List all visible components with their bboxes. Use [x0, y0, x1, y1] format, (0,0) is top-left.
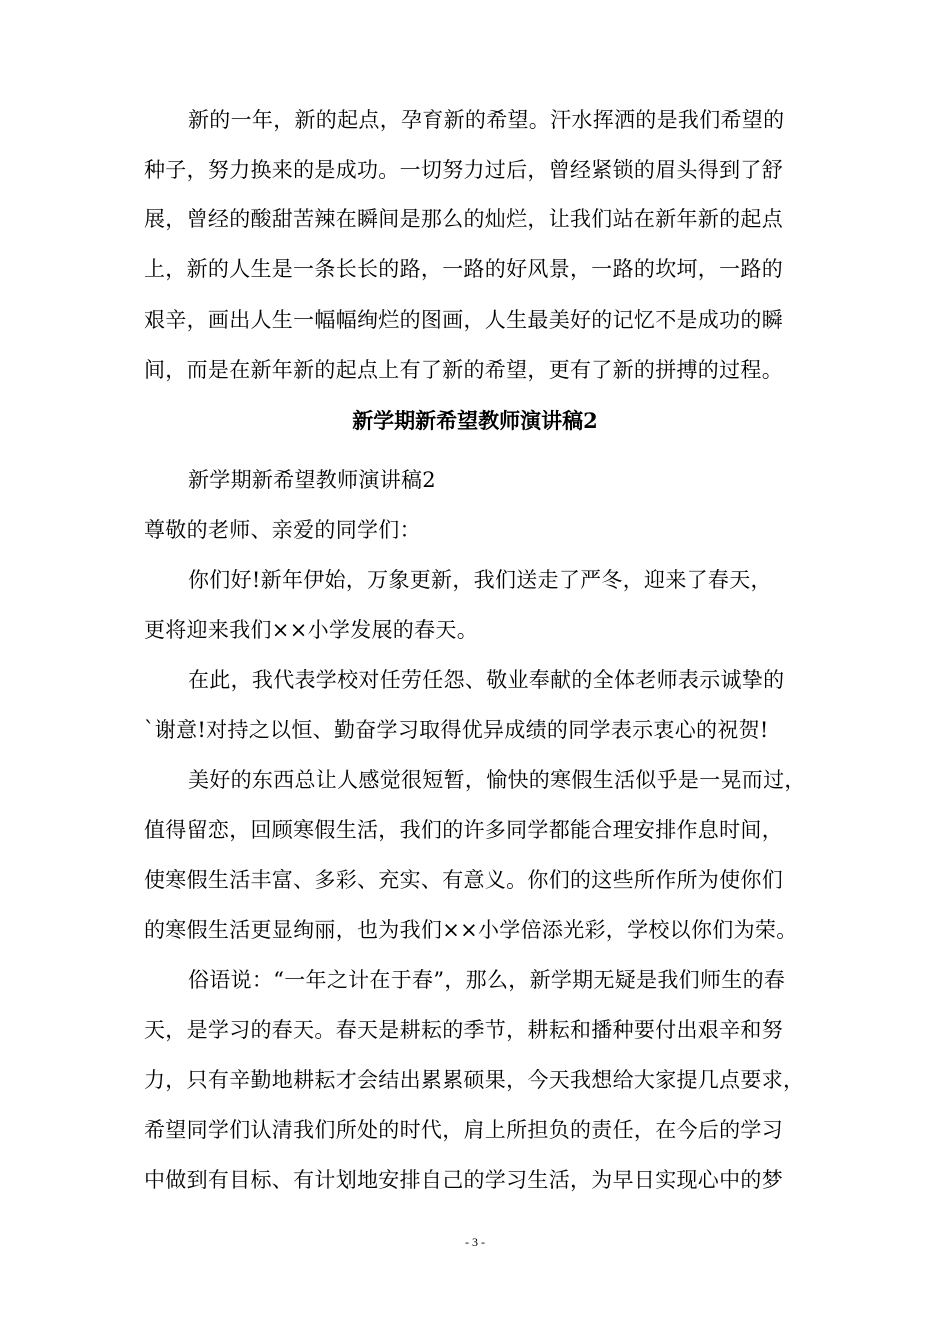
paragraph-1-line-5: 艰辛，画出人生一幅幅绚烂的图画，人生最美好的记忆不是成功的瞬 [144, 308, 783, 332]
paragraph-1-line-3: 展，曾经的酸甜苦辣在瞬间是那么的灿烂，让我们站在新年新的起点 [144, 207, 783, 231]
paragraph-3-line-1: 在此，我代表学校对任劳任怨、敬业奉献的全体老师表示诚挚的 [188, 668, 785, 692]
salutation: 尊敬的老师、亲爱的同学们： [144, 518, 421, 542]
subtitle: 新学期新希望教师演讲稿2 [188, 468, 436, 492]
paragraph-4-line-2: 值得留恋，回顾寒假生活，我们的许多同学都能合理安排作息时间， [144, 818, 783, 842]
paragraph-4-line-4: 的寒假生活更显绚丽，也为我们××小学倍添光彩，学校以你们为荣。 [144, 918, 798, 942]
paragraph-5-line-3: 力，只有辛勤地耕耘才会结出累累硕果，今天我想给大家提几点要求， [144, 1068, 805, 1092]
paragraph-4-line-3: 使寒假生活丰富、多彩、充实、有意义。你们的这些所作所为使你们 [144, 868, 783, 892]
paragraph-5-line-4: 希望同学们认清我们所处的时代，肩上所担负的责任，在今后的学习 [144, 1118, 783, 1142]
paragraph-1-line-1: 新的一年，新的起点，孕育新的希望。汗水挥洒的是我们希望的 [188, 108, 785, 132]
paragraph-1-line-6: 间，而是在新年新的起点上有了新的希望，更有了新的拼搏的过程。 [144, 358, 783, 382]
page-number: - 3 - [465, 1235, 485, 1249]
section-title: 新学期新希望教师演讲稿2 [352, 408, 598, 433]
paragraph-2-line-2: 更将迎来我们××小学发展的春天。 [144, 618, 478, 642]
paragraph-4-line-1: 美好的东西总让人感觉很短暂，愉快的寒假生活似乎是一晃而过， [188, 768, 806, 792]
paragraph-1-line-4: 上，新的人生是一条长长的路，一路的好风景，一路的坎坷，一路的 [144, 257, 783, 281]
paragraph-5-line-5: 中做到有目标、有计划地安排自己的学习生活，为早日实现心中的梦 [144, 1168, 783, 1192]
paragraph-5-line-1: 俗语说：“一年之计在于春”，那么，新学期无疑是我们师生的春 [188, 968, 786, 992]
paragraph-1-line-2: 种子，努力换来的是成功。一切努力过后，曾经紧锁的眉头得到了舒 [144, 158, 783, 182]
paragraph-3-line-2: `谢意!对持之以恒、勤奋学习取得优异成绩的同学表示衷心的祝贺! [144, 718, 769, 742]
paragraph-2-line-1: 你们好!新年伊始，万象更新，我们送走了严冬，迎来了春天， [188, 568, 772, 592]
paragraph-5-line-2: 天，是学习的春天。春天是耕耘的季节，耕耘和播种要付出艰辛和努 [144, 1018, 783, 1042]
